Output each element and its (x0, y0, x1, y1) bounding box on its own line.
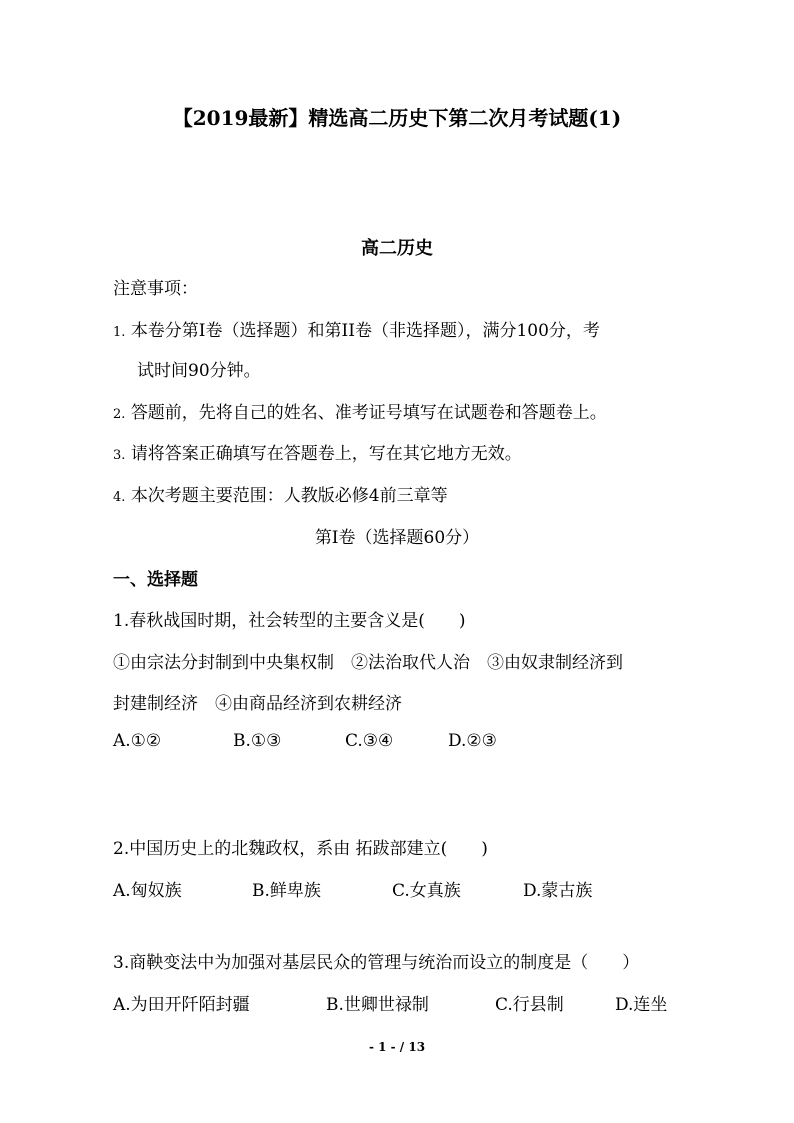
notice-item-number: 2. (113, 407, 126, 422)
notice-item-continuation: 试时间90分钟。 (137, 361, 261, 381)
notice-item (113, 316, 600, 341)
option-c: C.③④ (345, 731, 394, 751)
option-c: C.女真族 (392, 881, 461, 901)
notice-item-text: 本卷分第Ⅰ卷（选择题）和第II卷（非选择题），满分100分，考 (130, 321, 600, 341)
document-subtitle: 高二历史 (361, 238, 433, 259)
question-stem: 1.春秋战国时期，社会转型的主要含义是( ) (113, 611, 466, 631)
page-number: - 1 - / 13 (368, 1040, 426, 1054)
notice-item (113, 398, 607, 423)
option-d: D.蒙古族 (523, 881, 593, 901)
notice-item-number: 3. (113, 448, 126, 463)
option-c: C.行县制 (495, 995, 564, 1015)
question-stem: 3.商鞅变法中为加强对基层民众的管理与统治而设立的制度是（ ） (113, 953, 640, 973)
question-stem: 2.中国历史上的北魏政权，系由 拓跋部建立( ) (113, 839, 488, 859)
document-title: 【2019最新】精选高二历史下第二次月考试题(1) (172, 106, 622, 130)
option-a: A.①② (113, 731, 162, 751)
option-d: D.②③ (448, 731, 497, 751)
notice-item (113, 439, 522, 464)
notice-item-text: 本次考题主要范围：人教版必修4前三章等 (130, 486, 448, 506)
notice-heading: 注意事项： (113, 279, 198, 299)
notice-item (113, 481, 448, 506)
notice-item-number: 1. (113, 325, 126, 340)
notice-item-text: 请将答案正确填写在答题卷上，写在其它地方无效。 (130, 444, 522, 464)
question-detail: ①由宗法分封制到中央集权制 ②法治取代人治 ③由奴隶制经济到 (113, 653, 623, 673)
option-b: B.鲜卑族 (252, 881, 321, 901)
question-detail: 封建制经济 ④由商品经济到农耕经济 (113, 694, 402, 714)
option-b: B.世卿世禄制 (326, 995, 429, 1015)
option-b: B.①③ (233, 731, 282, 751)
option-d: D.连坐 (615, 995, 668, 1015)
option-a: A.匈奴族 (113, 881, 182, 901)
section-heading: 一、选择题 (113, 570, 198, 590)
option-a: A.为田开阡陌封疆 (113, 995, 250, 1015)
notice-item-text: 答题前，先将自己的姓名、准考证号填写在试题卷和答题卷上。 (130, 403, 607, 423)
part-heading: 第Ⅰ卷（选择题60分） (314, 528, 480, 548)
notice-item-number: 4. (113, 490, 126, 505)
